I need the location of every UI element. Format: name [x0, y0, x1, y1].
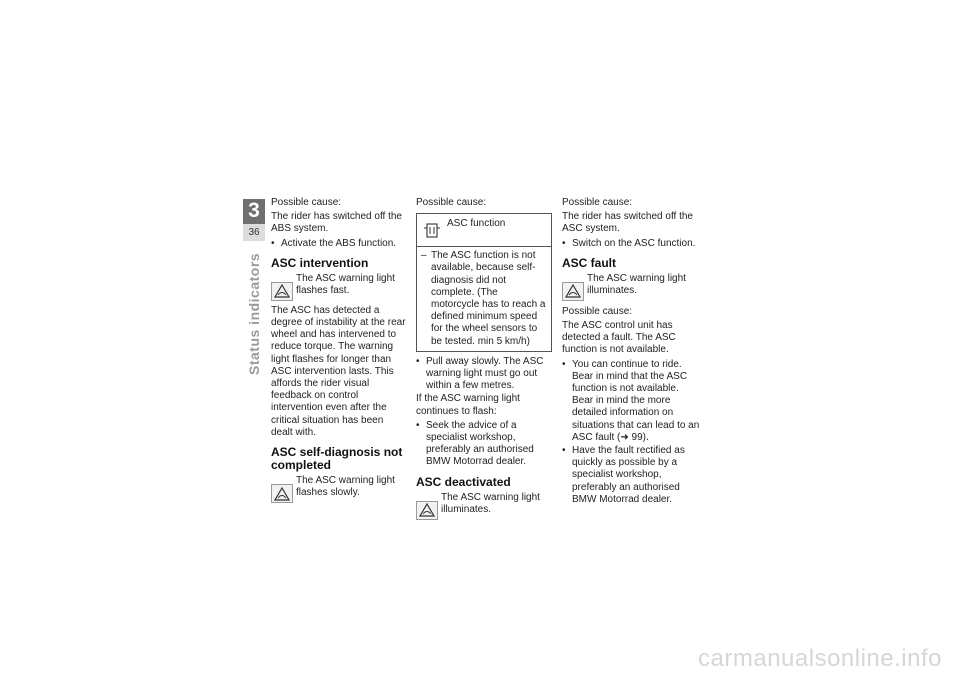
asc-function-box: [416, 213, 552, 352]
box-text: – The ASC function is not available, because self-diagnosis did not complete. (The motorcycle has to reach a defined minimum speed for the wheel sensors to be tested. min 5 km/h): [421, 250, 547, 348]
asc-warning-icon: [271, 484, 293, 503]
watermark: carmanualsonline.info: [698, 645, 942, 672]
list-item: • Activate the ABS function.: [271, 238, 407, 250]
cause-text: The rider has switched off the ABS system.: [271, 211, 402, 235]
cause-label: Possible cause:: [271, 197, 342, 208]
box-body: [417, 246, 551, 351]
column-2: [416, 197, 552, 524]
warning-row: [271, 273, 407, 301]
box-title: ASC function: [447, 218, 506, 230]
list-item: • Pull away slowly. The ASC warning light must go out within a few metres.: [416, 356, 552, 393]
warning-row: [416, 492, 552, 520]
column-3: [562, 197, 700, 507]
list-item: • Seek the advice of a specialist workshop, preferably an authorised BMW Motorrad dealer.: [416, 420, 552, 469]
list-item: • You can continue to ride. Bear in mind that the ASC function is not available. Bear in mind the more detailed information on situations that can lead to an ASC fault (➜ 99).: [562, 359, 700, 444]
cause-text: The rider has switched off the ASC system.: [562, 211, 693, 235]
column-1: [271, 197, 407, 507]
flash-text: If the ASC warning light continues to flash:: [416, 393, 520, 417]
warning-text: The ASC warning light illuminates.: [587, 272, 686, 297]
cause-label: Possible cause:: [416, 197, 487, 208]
heading-asc-fault: ASC fault: [562, 255, 616, 270]
side-section-title: Status indicators: [246, 252, 262, 375]
warning-text: The ASC warning light flashes fast.: [296, 272, 395, 297]
warning-text: The ASC warning light flashes slowly.: [296, 475, 395, 499]
cause-label: Possible cause:: [562, 305, 633, 317]
page-number: 36: [243, 224, 265, 241]
intervention-text: The ASC has detected a degree of instability at the rear wheel and has intervened to reduce torque. The warning light flashes for longer than ASC intervention lasts. This affords the rider visual feedback on control intervention even after the critical situation has been dealt with.: [271, 304, 406, 438]
asc-warning-icon: [562, 282, 584, 301]
asc-warning-icon: [416, 501, 438, 520]
list-item: • Have the fault rectified as quickly as possible by a specialist workshop, preferably an authorised BMW Motorrad dealer.: [562, 445, 700, 506]
list-item: • Switch on the ASC function.: [562, 238, 700, 250]
heading-asc-deactivated: ASC deactivated: [416, 474, 511, 489]
asc-function-icon: [421, 222, 443, 240]
heading-asc-self-diagnosis: ASC self-diagnosis not completed: [271, 445, 403, 473]
box-header: [417, 214, 551, 246]
fault-text: The ASC control unit has detected a fault. The ASC function is not available.: [562, 320, 676, 356]
section-number: 3: [248, 199, 260, 222]
heading-asc-intervention: ASC intervention: [271, 255, 369, 270]
asc-warning-icon: [271, 282, 293, 301]
warning-text: The ASC warning light illuminates.: [441, 491, 540, 515]
warning-row: [271, 475, 407, 503]
cause-label: Possible cause:: [562, 197, 633, 208]
warning-row: [562, 273, 700, 301]
